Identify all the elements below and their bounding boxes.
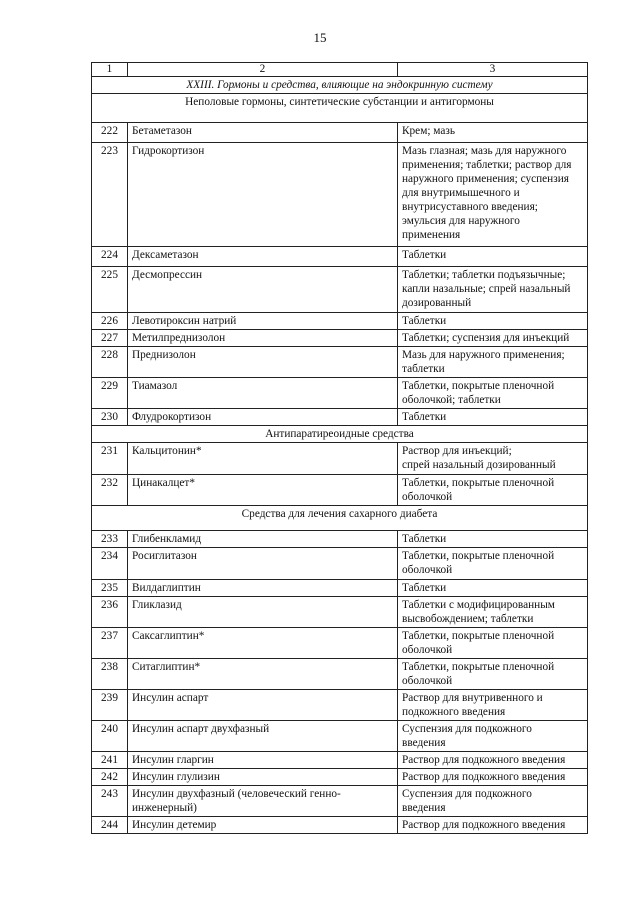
- drug-name: Преднизолон: [128, 347, 398, 378]
- row-number: 236: [92, 597, 128, 628]
- drug-name: Инсулин двухфазный (человеческий генно- инженерный): [128, 786, 398, 817]
- row-number: 241: [92, 752, 128, 769]
- dosage-form: Раствор для подкожного введения: [398, 752, 588, 769]
- table-row: [92, 143, 588, 247]
- table-row: [92, 580, 588, 597]
- drug-name: Гидрокортизон: [128, 143, 398, 247]
- row-number: 240: [92, 721, 128, 752]
- row-number: 244: [92, 817, 128, 834]
- table-row: [92, 247, 588, 267]
- section-title: XXIII. Гормоны и средства, влияющие на эндокринную систему: [92, 77, 588, 94]
- table-row: [92, 817, 588, 834]
- table-row: [92, 659, 588, 690]
- dosage-form: Таблетки; суспензия для инъекций: [398, 330, 588, 347]
- dosage-form: Таблетки с модифицированным высвобождением; таблетки: [398, 597, 588, 628]
- group-header-row: [92, 426, 588, 443]
- table-row: [92, 690, 588, 721]
- dosage-form: Таблетки, покрытые пленочной оболочкой; таблетки: [398, 378, 588, 409]
- drug-name: Ситаглиптин*: [128, 659, 398, 690]
- column-header-2: 2: [128, 63, 398, 77]
- drug-name: Кальцитонин*: [128, 443, 398, 475]
- row-number: 223: [92, 143, 128, 247]
- table-row: [92, 475, 588, 506]
- dosage-form: Мазь глазная; мазь для наружного применения; таблетки; раствор для наружного применения; суспензия для внутримышечного и внутрисуставного введения; эмульсия для наружного применения: [398, 143, 588, 247]
- table-row: [92, 443, 588, 475]
- table-row: [92, 531, 588, 548]
- row-number: 228: [92, 347, 128, 378]
- row-number: 226: [92, 313, 128, 330]
- drug-name: Вилдаглиптин: [128, 580, 398, 597]
- row-number: 225: [92, 267, 128, 313]
- group-title: Антипаратиреоидные средства: [92, 426, 588, 443]
- table-row: [92, 786, 588, 817]
- dosage-form: Суспензия для подкожного введения: [398, 721, 588, 752]
- row-number: 229: [92, 378, 128, 409]
- table-row: [92, 378, 588, 409]
- drug-name: Флудрокортизон: [128, 409, 398, 426]
- dosage-form: Суспензия для подкожного введения: [398, 786, 588, 817]
- dosage-form: Таблетки: [398, 580, 588, 597]
- column-header-3: 3: [398, 63, 588, 77]
- table-row: [92, 330, 588, 347]
- drug-name: Левотироксин натрий: [128, 313, 398, 330]
- dosage-form: Раствор для инъекций; спрей назальный дозированный: [398, 443, 588, 475]
- table-row: [92, 548, 588, 580]
- dosage-form: Таблетки: [398, 409, 588, 426]
- dosage-form: Таблетки, покрытые пленочной оболочкой: [398, 659, 588, 690]
- row-number: 235: [92, 580, 128, 597]
- row-number: 231: [92, 443, 128, 475]
- drug-name: Метилпреднизолон: [128, 330, 398, 347]
- row-number: 237: [92, 628, 128, 659]
- table-row: [92, 409, 588, 426]
- drug-name: Инсулин гларгин: [128, 752, 398, 769]
- drug-name: Глибенкламид: [128, 531, 398, 548]
- dosage-form: Раствор для внутривенного и подкожного введения: [398, 690, 588, 721]
- row-number: 234: [92, 548, 128, 580]
- drug-name: Инсулин аспарт: [128, 690, 398, 721]
- drug-name: Росиглитазон: [128, 548, 398, 580]
- dosage-form: Мазь для наружного применения; таблетки: [398, 347, 588, 378]
- column-header-row: [92, 63, 588, 77]
- row-number: 238: [92, 659, 128, 690]
- section-title-row: [92, 77, 588, 94]
- table-row: [92, 721, 588, 752]
- drug-name: Инсулин детемир: [128, 817, 398, 834]
- table-row: [92, 628, 588, 659]
- row-number: 243: [92, 786, 128, 817]
- table-row: [92, 347, 588, 378]
- row-number: 242: [92, 769, 128, 786]
- row-number: 239: [92, 690, 128, 721]
- drug-name: Инсулин аспарт двухфазный: [128, 721, 398, 752]
- group-header-row: [92, 506, 588, 531]
- row-number: 232: [92, 475, 128, 506]
- row-number: 224: [92, 247, 128, 267]
- table-row: [92, 752, 588, 769]
- drug-name: Саксаглиптин*: [128, 628, 398, 659]
- dosage-form: Таблетки, покрытые пленочной оболочкой: [398, 548, 588, 580]
- dosage-form: Таблетки: [398, 531, 588, 548]
- table-row: [92, 267, 588, 313]
- drug-name: Инсулин глулизин: [128, 769, 398, 786]
- drug-name: Дексаметазон: [128, 247, 398, 267]
- dosage-form: Таблетки, покрытые пленочной оболочкой: [398, 475, 588, 506]
- dosage-form: Раствор для подкожного введения: [398, 769, 588, 786]
- dosage-form: Крем; мазь: [398, 123, 588, 143]
- row-number: 233: [92, 531, 128, 548]
- group-title: Средства для лечения сахарного диабета: [92, 506, 588, 531]
- drug-name: Десмопрессин: [128, 267, 398, 313]
- table-row: [92, 769, 588, 786]
- table-row: [92, 123, 588, 143]
- drug-name: Тиамазол: [128, 378, 398, 409]
- dosage-form: Таблетки; таблетки подъязычные; капли назальные; спрей назальный дозированный: [398, 267, 588, 313]
- group-title: Неполовые гормоны, синтетические субстанции и антигормоны: [92, 94, 588, 123]
- dosage-form: Раствор для подкожного введения: [398, 817, 588, 834]
- dosage-form: Таблетки: [398, 247, 588, 267]
- row-number: 222: [92, 123, 128, 143]
- table-row: [92, 597, 588, 628]
- column-header-1: 1: [92, 63, 128, 77]
- drug-list-table: [91, 62, 588, 834]
- drug-name: Цинакалцет*: [128, 475, 398, 506]
- dosage-form: Таблетки: [398, 313, 588, 330]
- row-number: 230: [92, 409, 128, 426]
- drug-name: Гликлазид: [128, 597, 398, 628]
- group-header-row: [92, 94, 588, 123]
- row-number: 227: [92, 330, 128, 347]
- drug-name: Бетаметазон: [128, 123, 398, 143]
- page-number: 15: [313, 30, 327, 45]
- table-row: [92, 313, 588, 330]
- dosage-form: Таблетки, покрытые пленочной оболочкой: [398, 628, 588, 659]
